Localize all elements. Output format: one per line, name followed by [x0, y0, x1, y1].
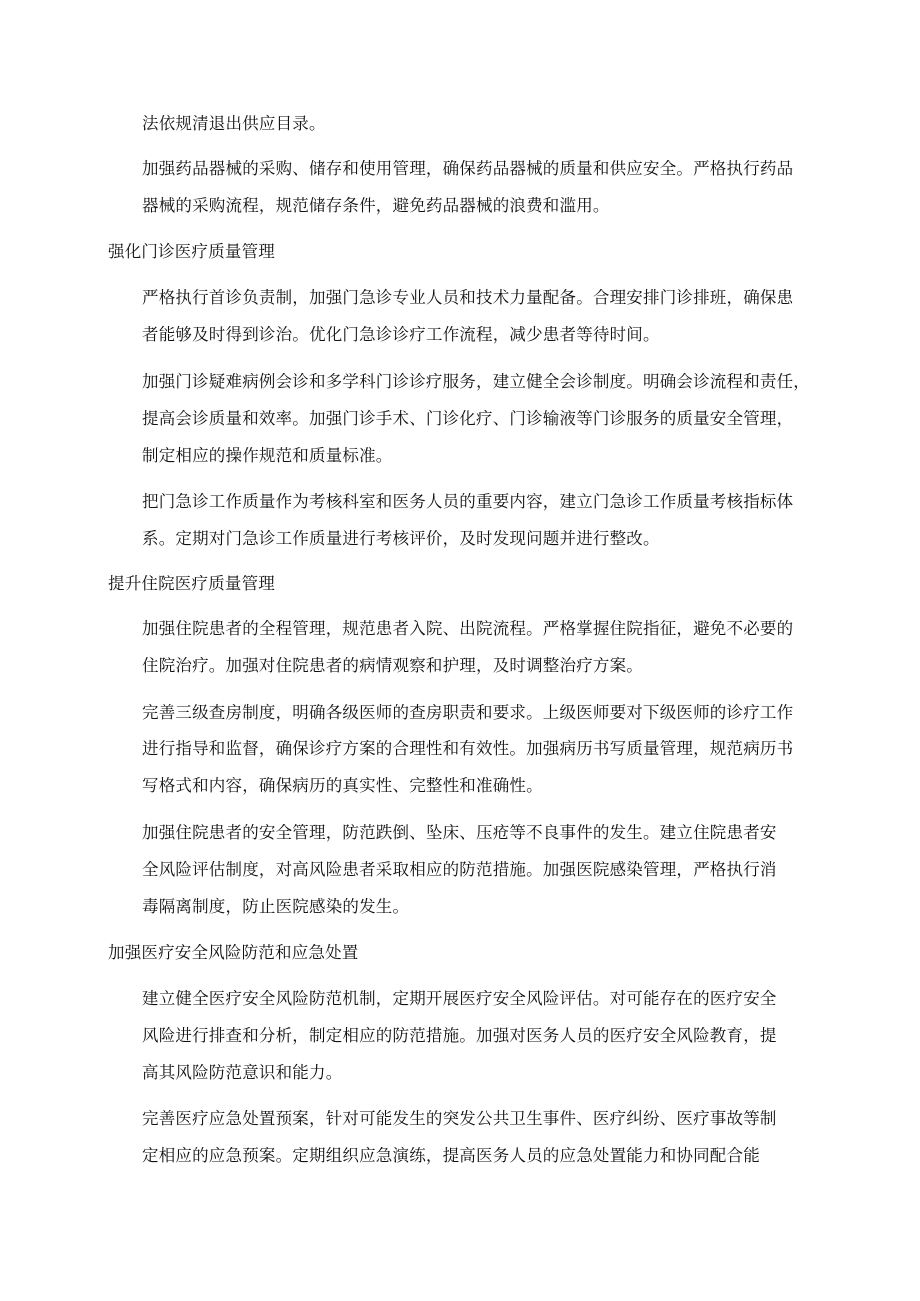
text-line: 定相应的应急预案。定期组织应急演练，提高医务人员的应急处置能力和协同配合能: [142, 1146, 760, 1165]
text-line: 加强药品器械的采购、储存和使用管理，确保药品器械的质量和供应安全。严格执行药品: [142, 159, 794, 178]
text-line: 器械的采购流程，规范储存条件，避免药品器械的浪费和滥用。: [142, 196, 610, 215]
text-line: 进行指导和监督，确保诊疗方案的合理性和有效性。加强病历书写质量管理，规范病历书: [142, 739, 794, 758]
text-line: 法依规清退出供应目录。: [142, 114, 326, 133]
text-line: 加强门诊疑难病例会诊和多学科门诊诊疗服务，建立健全会诊制度。明确会诊流程和责任，: [142, 372, 810, 391]
text-line: 完善医疗应急处置预案，针对可能发生的突发公共卫生事件、医疗纠纷、医疗事故等制: [142, 1109, 777, 1128]
text-line: 加强住院患者的安全管理，防范跌倒、坠床、压疮等不良事件的发生。建立住院患者安: [142, 823, 777, 842]
text-line: 完善三级查房制度，明确各级医师的查房职责和要求。上级医师要对下级医师的诊疗工作: [142, 703, 794, 722]
section-heading: 强化门诊医疗质量管理: [108, 242, 275, 261]
text-line: 建立健全医疗安全风险防范机制，定期开展医疗安全风险评估。对可能存在的医疗安全: [142, 989, 777, 1008]
text-line: 把门急诊工作质量作为考核科室和医务人员的重要内容，建立门急诊工作质量考核指标体: [142, 492, 794, 511]
text-line: 住院治疗。加强对住院患者的病情观察和护理，及时调整治疗方案。: [142, 656, 643, 675]
text-line: 加强住院患者的全程管理，规范患者入院、出院流程。严格掌握住院指征，避免不必要的: [142, 619, 794, 638]
text-line: 风险进行排查和分析，制定相应的防范措施。加强对医务人员的医疗安全风险教育，提: [142, 1026, 777, 1045]
text-line: 全风险评估制度，对高风险患者采取相应的防范措施。加强医院感染管理，严格执行消: [142, 860, 777, 879]
text-line: 提高会诊质量和效率。加强门诊手术、门诊化疗、门诊输液等门诊服务的质量安全管理，: [142, 409, 794, 428]
text-line: 写格式和内容，确保病历的真实性、完整性和准确性。: [142, 776, 543, 795]
text-line: 者能够及时得到诊治。优化门急诊诊疗工作流程，减少患者等待时间。: [142, 325, 660, 344]
text-line: 系。定期对门急诊工作质量进行考核评价，及时发现问题并进行整改。: [142, 529, 660, 548]
text-line: 制定相应的操作规范和质量标准。: [142, 446, 393, 465]
text-line: 严格执行首诊负责制，加强门急诊专业人员和技术力量配备。合理安排门诊排班，确保患: [142, 288, 794, 307]
section-heading: 提升住院医疗质量管理: [108, 574, 275, 593]
text-line: 毒隔离制度，防止医院感染的发生。: [142, 897, 410, 916]
text-line: 高其风险防范意识和能力。: [142, 1063, 343, 1082]
section-heading: 加强医疗安全风险防范和应急处置: [108, 943, 359, 962]
